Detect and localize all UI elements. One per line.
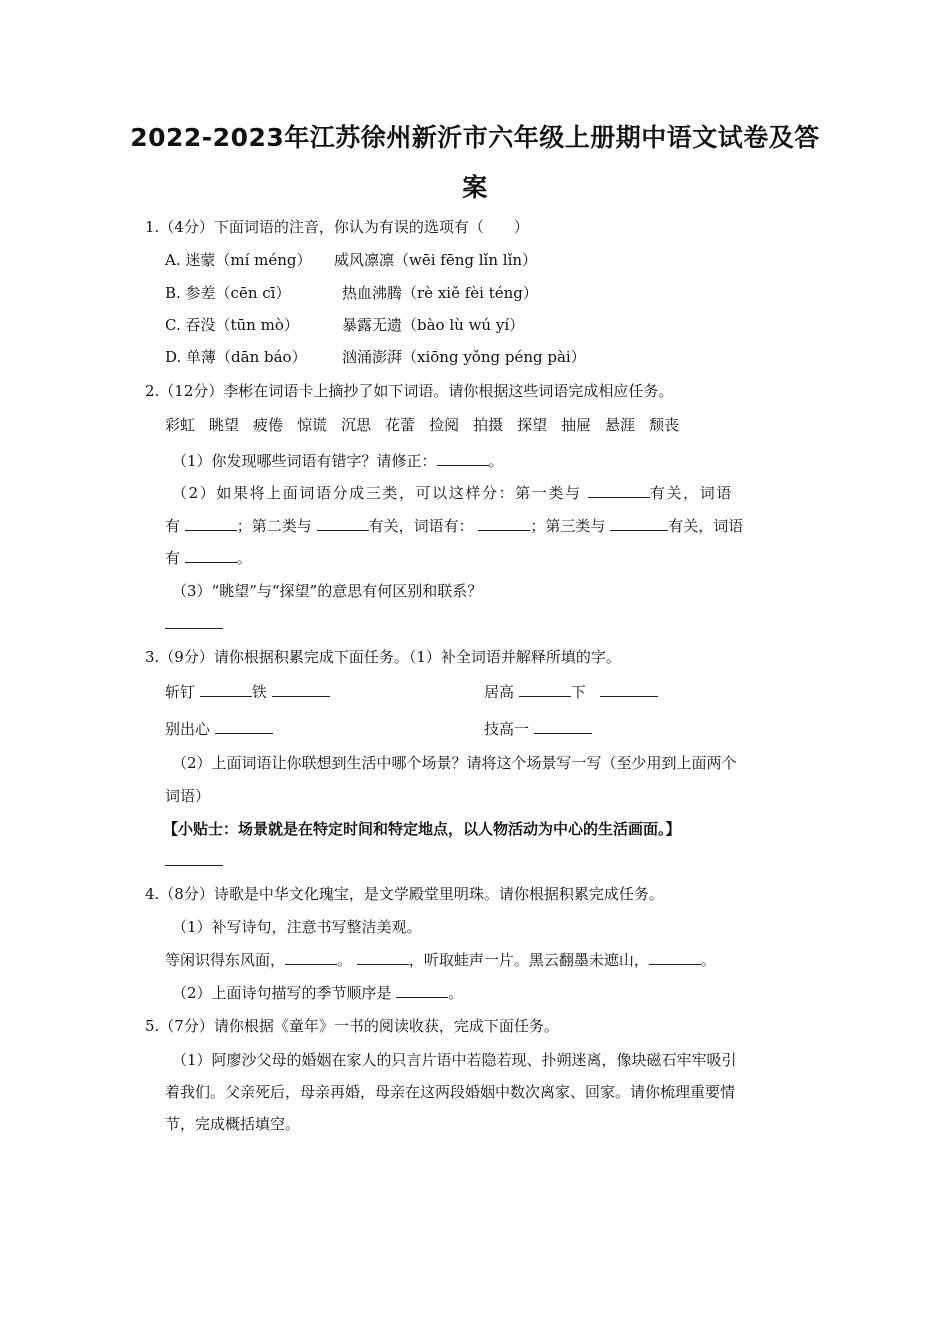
answer-blank[interactable] bbox=[600, 682, 658, 697]
answer-blank[interactable] bbox=[519, 682, 571, 697]
q1-option-a[interactable] bbox=[165, 249, 312, 270]
word-card: 彩虹 bbox=[165, 416, 196, 434]
word-card: 疲倦 bbox=[253, 416, 284, 434]
answer-blank[interactable] bbox=[396, 983, 448, 998]
q1-option-d-word2: 汹涌澎湃（xiōng yǒng péng pài） bbox=[342, 348, 586, 366]
q2-sub2-line3: 有 。 bbox=[165, 549, 252, 567]
q1-option-b-word2: 热血沸腾（rè xiě fèi téng） bbox=[342, 284, 538, 302]
answer-blank[interactable] bbox=[200, 682, 252, 697]
answer-blank[interactable] bbox=[185, 516, 237, 531]
answer-blank[interactable] bbox=[610, 516, 668, 531]
word-card: 捡阅 bbox=[429, 416, 460, 434]
answer-blank[interactable] bbox=[317, 516, 369, 531]
q5-sub1-line1: （1）阿廖沙父母的婚姻在家人的只言片语中若隐若现、扑朔迷离，像块磁石牢牢吸引 bbox=[172, 1051, 737, 1069]
word-card: 颓丧 bbox=[649, 416, 680, 434]
q5-stem: 5.（7分）请你根据《童年》一书的阅读收获，完成下面任务。 bbox=[145, 1017, 559, 1035]
word-card: 悬涯 bbox=[605, 416, 636, 434]
q3-sub2-answer bbox=[165, 851, 223, 870]
q4-stem: 4.（8分）诗歌是中华文化瑰宝，是文学殿堂里明珠。请你根据积累完成任务。 bbox=[145, 885, 664, 903]
q3-stem: 3.（9分）请你根据积累完成下面任务。（1）补全词语并解释所填的字。 bbox=[145, 648, 621, 666]
q2-sub2-line2: 有 ；第二类与 有关，词语有： ；第三类与 有关，词语 bbox=[165, 517, 744, 535]
q1-option-c[interactable] bbox=[165, 314, 299, 335]
q3-idiom-4: 技高一 bbox=[484, 718, 592, 739]
answer-blank[interactable] bbox=[165, 851, 223, 866]
q3-idiom-3: 别出心 bbox=[165, 718, 273, 739]
q4-sub1: （1）补写诗句，注意书写整洁美观。 bbox=[172, 918, 422, 936]
answer-blank[interactable] bbox=[478, 516, 530, 531]
option-word-1: D. 单薄（dān báo） bbox=[165, 348, 307, 366]
q2-sub1: （1）你发现哪些词语有错字？请修正： 。 bbox=[172, 452, 504, 470]
q2-sub3: （3）“眺望”与“探望”的意思有何区别和联系？ bbox=[172, 582, 483, 600]
q2-word-list bbox=[165, 414, 693, 435]
word-card: 沉思 bbox=[341, 416, 372, 434]
q3-sub2-line1: （2）上面词语让你联想到生活中哪个场景？请将这个场景写一写（至少用到上面两个 bbox=[172, 754, 737, 772]
page-title-continued: 案 bbox=[462, 173, 488, 202]
q5-sub1-line3: 节，完成概括填空。 bbox=[165, 1115, 301, 1133]
answer-blank[interactable] bbox=[437, 451, 489, 466]
answer-blank[interactable] bbox=[588, 483, 650, 498]
q3-idiom-1: 斩钉 铁 bbox=[165, 681, 330, 702]
q4-poem-line: 等闲识得东风面， 。 ，听取蛙声一片。黑云翻墨未遮山， 。 bbox=[165, 951, 716, 969]
answer-blank[interactable] bbox=[357, 950, 409, 965]
q1-option-a-word2: 威风凛凛（wēi fēng lǐn lǐn） bbox=[334, 251, 538, 269]
option-word-1: A. 迷蒙（mí méng） bbox=[165, 251, 312, 269]
q3-idiom-2: 居高 下 bbox=[484, 681, 658, 702]
word-card: 惊谎 bbox=[297, 416, 328, 434]
answer-blank[interactable] bbox=[534, 719, 592, 734]
q1-option-b[interactable] bbox=[165, 282, 290, 303]
answer-blank[interactable] bbox=[215, 719, 273, 734]
answer-blank[interactable] bbox=[285, 950, 337, 965]
answer-blank[interactable] bbox=[272, 682, 330, 697]
q1-option-d[interactable] bbox=[165, 346, 307, 367]
word-card: 抽屉 bbox=[561, 416, 592, 434]
word-card: 花蕾 bbox=[385, 416, 416, 434]
q1-stem: 1.（4分）下面词语的注音，你认为有误的选项有（ ） bbox=[145, 218, 529, 236]
answer-blank[interactable] bbox=[649, 950, 701, 965]
word-card: 探望 bbox=[517, 416, 548, 434]
q1-option-c-word2: 暴露无遗（bào lù wú yí） bbox=[342, 316, 525, 334]
q4-sub2: （2）上面诗句描写的季节顺序是 。 bbox=[172, 984, 464, 1002]
q5-sub1-line2: 着我们。父亲死后，母亲再婚，母亲在这两段婚姻中数次离家、回家。请你梳理重要情 bbox=[165, 1083, 736, 1101]
answer-blank[interactable] bbox=[185, 548, 237, 563]
q3-sub2-line2: 词语） bbox=[165, 787, 211, 805]
word-card: 眺望 bbox=[209, 416, 240, 434]
q3-tip: 【小贴士：场景就是在特定时间和特定地点，以人物活动为中心的生活画面。】 bbox=[163, 820, 681, 838]
q2-sub3-answer bbox=[165, 614, 223, 633]
option-word-1: C. 吞没（tūn mò） bbox=[165, 316, 299, 334]
page-title: 2022-2023年江苏徐州新沂市六年级上册期中语文试卷及答 bbox=[130, 123, 820, 152]
word-card: 拍摄 bbox=[473, 416, 504, 434]
answer-blank[interactable] bbox=[165, 614, 223, 629]
option-word-1: B. 参差（cēn cī） bbox=[165, 284, 291, 302]
q2-stem: 2.（12分）李彬在词语卡上摘抄了如下词语。请你根据这些词语完成相应任务。 bbox=[145, 382, 674, 400]
q2-sub2-line1: （2）如果将上面词语分成三类，可以这样分：第一类与 有关，词语 bbox=[172, 484, 733, 502]
